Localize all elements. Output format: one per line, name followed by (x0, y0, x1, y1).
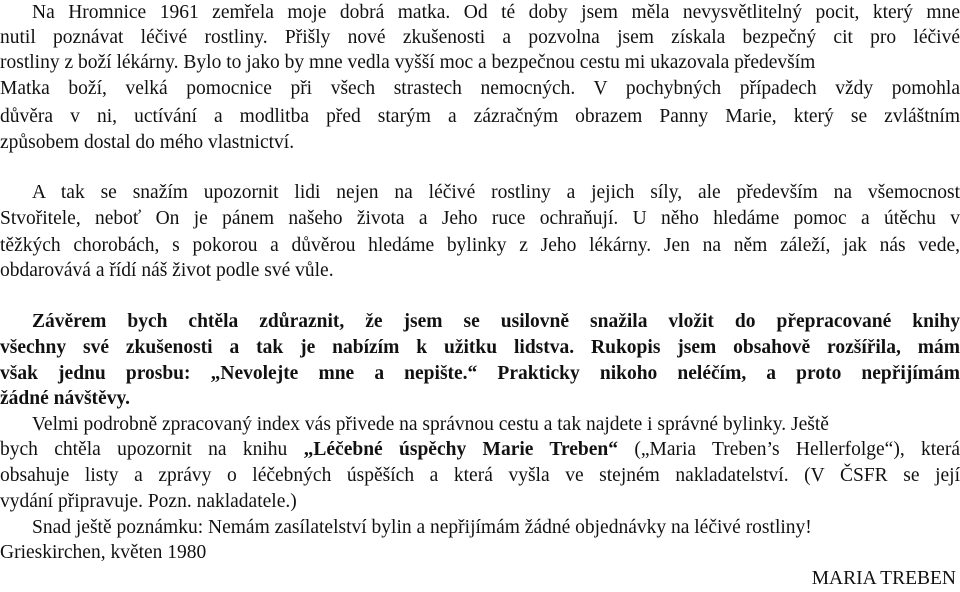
text-line: těžkých chorobách, s pokorou a důvěrou hledáme bylinky z Jeho lékárny. Jen na něm záleží, jak nás vede, (0, 235, 960, 256)
text-line: Stvořitele, neboť On je pánem našeho života a Jeho ruce ochraňují. U něho hledáme pomoc a útěchu v (0, 208, 960, 229)
signature: MARIA TREBEN (811, 568, 956, 589)
text-segment: („Maria Treben’s Hellerfolge“), která (618, 439, 960, 460)
text-line: obdarovává a řídí náš život podle své vůle. (0, 260, 334, 281)
text-line: A tak se snažím upozornit lidi nejen na léčivé rostliny a jejich síly, ale především na všemocnost (32, 182, 960, 203)
text-line: vydání připravuje. Pozn. nakladatele.) (0, 491, 297, 512)
text-line: žádné návštěvy. (0, 388, 131, 409)
text-line: Grieskirchen, květen 1980 (0, 542, 207, 563)
text-line: Matka boží, velká pomocnice při všech strastech nemocných. V pochybných případech vždy pomohla (0, 78, 960, 99)
text-line (0, 437, 960, 463)
text-line: však jednu prosbu: „Nevolejte mne a nepište.“ Prakticky nikoho neléčím, a proto nepřijímám (0, 363, 960, 384)
book-title: „Léčebné úspěchy Marie Treben“ (303, 439, 619, 460)
text-segment: bych chtěla upozornit na knihu (0, 439, 304, 460)
text-line: všechny své zkušenosti a tak je nabízím k užitku lidstva. Rukopis jsem obsahově rozšířila, mám (0, 337, 960, 358)
text-line: důvěra v ni, uctívání a modlitba před starým a zázračným obrazem Panny Marie, který se zvláštním (0, 106, 960, 127)
text-line: obsahuje listy a zprávy o léčebných úspěších a která vyšla ve stejném nakladatelství. (V ČSFR se její (0, 465, 960, 486)
text-line: Velmi podrobně zpracovaný index vás přivede na správnou cestu a tak najdete i správné bylinky. Ještě (32, 414, 829, 435)
text-line: Závěrem bych chtěla zdůraznit, že jsem se usilovně snažila vložit do přepracované knihy (32, 311, 960, 332)
text-line: Na Hromnice 1961 zemřela moje dobrá matka. Od té doby jsem měla nevysvětlitelný pocit, který mne (32, 2, 960, 23)
text-line: způsobem dostal do mého vlastnictví. (0, 132, 295, 153)
text-line: Snad ještě poznámku: Nemám zasílatelství bylin a nepřijímám žádné objednávky na léčivé rostliny! (32, 517, 812, 538)
text-line: nutil poznávat léčivé rostliny. Přišly nové zkušenosti a pozvolna jsem získala bezpečný cit pro léčivé (0, 27, 960, 48)
text-line: rostliny z boží lékárny. Bylo to jako by mne vedla vyšší moc a bezpečnou cestu mi ukazovala především (0, 52, 816, 73)
